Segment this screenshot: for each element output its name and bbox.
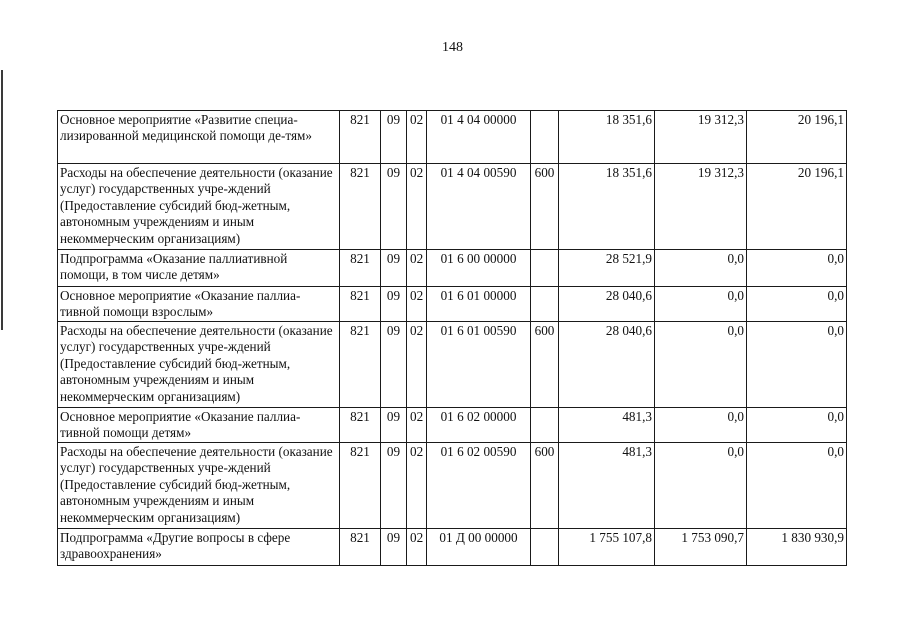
cell-section-code: 09 bbox=[381, 322, 407, 408]
cell-amount-year-2: 1 753 090,7 bbox=[655, 529, 747, 566]
cell-amount-year-2: 0,0 bbox=[655, 287, 747, 322]
page-number: 148 bbox=[442, 40, 463, 55]
cell-name: Подпрограмма «Другие вопросы в сфере здравоохранения» bbox=[58, 529, 340, 566]
table-row bbox=[58, 164, 847, 250]
cell-subsection-code: 02 bbox=[407, 164, 427, 250]
cell-amount-year-3: 0,0 bbox=[747, 250, 847, 287]
cell-grbs-code: 821 bbox=[340, 443, 381, 529]
cell-name: Подпрограмма «Оказание паллиативной помощи, в том числе детям» bbox=[58, 250, 340, 287]
cell-amount-year-1: 18 351,6 bbox=[559, 111, 655, 164]
cell-amount-year-3: 20 196,1 bbox=[747, 164, 847, 250]
scan-edge-line bbox=[1, 70, 3, 330]
cell-grbs-code: 821 bbox=[340, 322, 381, 408]
cell-subsection-code: 02 bbox=[407, 250, 427, 287]
cell-amount-year-2: 19 312,3 bbox=[655, 164, 747, 250]
cell-amount-year-1: 28 040,6 bbox=[559, 287, 655, 322]
cell-amount-year-3: 20 196,1 bbox=[747, 111, 847, 164]
cell-subsection-code: 02 bbox=[407, 322, 427, 408]
cell-target-article: 01 6 01 00000 bbox=[427, 287, 531, 322]
cell-subsection-code: 02 bbox=[407, 111, 427, 164]
table-row bbox=[58, 529, 847, 566]
cell-name: Расходы на обеспечение деятельности (оказание услуг) государственных учре-ждений (Предоставление субсидий бюд-жетным, автономным учреждениям и иным некоммерческим организациям) bbox=[58, 443, 340, 529]
cell-section-code: 09 bbox=[381, 287, 407, 322]
cell-expense-type bbox=[531, 250, 559, 287]
cell-target-article: 01 6 02 00590 bbox=[427, 443, 531, 529]
cell-target-article: 01 6 02 00000 bbox=[427, 408, 531, 443]
cell-amount-year-3: 1 830 930,9 bbox=[747, 529, 847, 566]
cell-target-article: 01 Д 00 00000 bbox=[427, 529, 531, 566]
cell-target-article: 01 4 04 00590 bbox=[427, 164, 531, 250]
cell-grbs-code: 821 bbox=[340, 250, 381, 287]
cell-expense-type bbox=[531, 408, 559, 443]
cell-amount-year-2: 0,0 bbox=[655, 250, 747, 287]
cell-target-article: 01 6 00 00000 bbox=[427, 250, 531, 287]
table-row bbox=[58, 250, 847, 287]
cell-name: Основное мероприятие «Развитие специа-лизированной медицинской помощи де-тям» bbox=[58, 111, 340, 164]
table-row bbox=[58, 443, 847, 529]
cell-name: Расходы на обеспечение деятельности (оказание услуг) государственных учре-ждений (Предоставление субсидий бюд-жетным, автономным учреждениям и иным некоммерческим организациям) bbox=[58, 164, 340, 250]
cell-amount-year-2: 0,0 bbox=[655, 408, 747, 443]
budget-table bbox=[57, 110, 847, 566]
cell-amount-year-1: 28 521,9 bbox=[559, 250, 655, 287]
table-row bbox=[58, 287, 847, 322]
cell-name: Расходы на обеспечение деятельности (оказание услуг) государственных учре-ждений (Предоставление субсидий бюд-жетным, автономным учреждениям и иным некоммерческим организациям) bbox=[58, 322, 340, 408]
cell-amount-year-1: 18 351,6 bbox=[559, 164, 655, 250]
cell-grbs-code: 821 bbox=[340, 164, 381, 250]
cell-amount-year-2: 0,0 bbox=[655, 443, 747, 529]
table-row bbox=[58, 322, 847, 408]
cell-name: Основное мероприятие «Оказание паллиа-тивной помощи взрослым» bbox=[58, 287, 340, 322]
cell-section-code: 09 bbox=[381, 529, 407, 566]
cell-section-code: 09 bbox=[381, 250, 407, 287]
cell-subsection-code: 02 bbox=[407, 287, 427, 322]
cell-amount-year-2: 0,0 bbox=[655, 322, 747, 408]
cell-amount-year-1: 1 755 107,8 bbox=[559, 529, 655, 566]
cell-grbs-code: 821 bbox=[340, 408, 381, 443]
cell-grbs-code: 821 bbox=[340, 287, 381, 322]
cell-amount-year-3: 0,0 bbox=[747, 408, 847, 443]
cell-expense-type bbox=[531, 287, 559, 322]
cell-section-code: 09 bbox=[381, 443, 407, 529]
cell-target-article: 01 4 04 00000 bbox=[427, 111, 531, 164]
cell-name: Основное мероприятие «Оказание паллиа-тивной помощи детям» bbox=[58, 408, 340, 443]
cell-amount-year-3: 0,0 bbox=[747, 322, 847, 408]
cell-subsection-code: 02 bbox=[407, 529, 427, 566]
cell-amount-year-1: 28 040,6 bbox=[559, 322, 655, 408]
cell-section-code: 09 bbox=[381, 111, 407, 164]
cell-amount-year-1: 481,3 bbox=[559, 443, 655, 529]
budget-table-body bbox=[58, 111, 847, 566]
cell-expense-type: 600 bbox=[531, 322, 559, 408]
cell-expense-type: 600 bbox=[531, 164, 559, 250]
cell-grbs-code: 821 bbox=[340, 529, 381, 566]
cell-amount-year-3: 0,0 bbox=[747, 287, 847, 322]
cell-amount-year-1: 481,3 bbox=[559, 408, 655, 443]
cell-expense-type: 600 bbox=[531, 443, 559, 529]
cell-expense-type bbox=[531, 529, 559, 566]
cell-section-code: 09 bbox=[381, 164, 407, 250]
cell-expense-type bbox=[531, 111, 559, 164]
table-row bbox=[58, 111, 847, 164]
cell-section-code: 09 bbox=[381, 408, 407, 443]
cell-amount-year-2: 19 312,3 bbox=[655, 111, 747, 164]
cell-amount-year-3: 0,0 bbox=[747, 443, 847, 529]
cell-subsection-code: 02 bbox=[407, 408, 427, 443]
cell-grbs-code: 821 bbox=[340, 111, 381, 164]
cell-subsection-code: 02 bbox=[407, 443, 427, 529]
table-row bbox=[58, 408, 847, 443]
cell-target-article: 01 6 01 00590 bbox=[427, 322, 531, 408]
